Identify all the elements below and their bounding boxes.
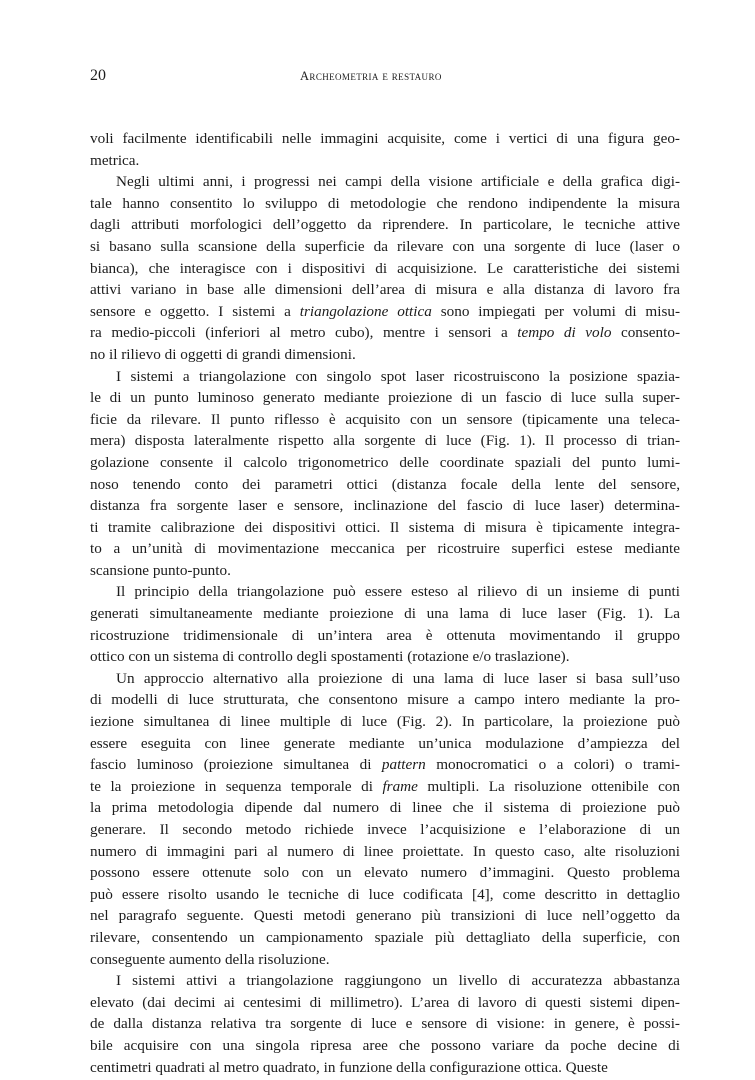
text-line [90, 387, 680, 409]
line-text: Negli ultimi anni, i progressi nei campi della visione artificiale e della grafica digi- [116, 173, 680, 191]
line-text: tale hanno consentito lo sviluppo di metodologie che rendono indipendente la misura [90, 194, 680, 212]
line-text: Il principio della triangolazione può essere esteso al rilievo di un insieme di punti [116, 583, 680, 601]
text-line [90, 430, 680, 452]
paragraph [90, 128, 680, 171]
paragraph [90, 581, 680, 667]
text-line [90, 495, 680, 517]
line-text: to a un’unità di movimentazione meccanica per ricostruire superfici estese mediante [90, 540, 680, 558]
line-text: rilevare, consentendo un campionamento spaziale più dettagliato della superficie, con [90, 928, 680, 946]
text-line [90, 668, 680, 690]
text-line [90, 560, 680, 582]
line-text: le di un punto luminoso generato mediante proiezione di un fascio di luce sulla super- [90, 389, 680, 407]
line-text: numero di immagini pari al numero di linee proiettate. In questo caso, alte risoluzioni [90, 842, 680, 860]
text-line [90, 150, 680, 172]
text-line [90, 474, 680, 496]
line-text: iezione simultanea di linee multiple di luce (Fig. 2). In particolare, la proiezione può [90, 713, 680, 731]
line-text: bile acquisire con una singola ripresa aree che possono variare da poche decine di [90, 1036, 680, 1054]
text-line [90, 819, 680, 841]
line-text: consento- [611, 324, 681, 342]
italic-term: tempo di volo [517, 324, 612, 342]
line-text: golazione consente il calcolo trigonometrico delle coordinate spaziali del punto lumi- [90, 453, 680, 471]
text-line [90, 517, 680, 539]
text-line [90, 409, 680, 431]
line-text: ficie da rilevare. Il punto riflesso è acquisito con un sensore (tipicamente una teleca- [90, 410, 680, 428]
text-line [90, 603, 680, 625]
line-text: generare. Il secondo metodo richiede invece l’acquisizione e l’elaborazione di un [90, 821, 680, 838]
page-header [90, 66, 680, 86]
line-text: mera) disposta lateralmente rispetto alla sorgente di luce (Fig. 1). Il processo di trian- [90, 432, 680, 450]
text-line [90, 797, 680, 819]
line-text: I sistemi attivi a triangolazione raggiungono un livello di accuratezza abbastanza [116, 972, 680, 990]
text-line [90, 236, 680, 258]
text-line [90, 128, 680, 150]
line-text: monocromatici o a colori) o trami- [425, 756, 680, 774]
page-number: 20 [90, 67, 106, 84]
line-text: ti tramite calibrazione dei dispositivi ottici. Il sistema di misura è tipicamente integra- [90, 518, 680, 536]
running-title: Archeometria e restauro [300, 69, 442, 83]
text-line [90, 344, 680, 366]
line-text: metrica. [90, 151, 140, 169]
text-line [90, 905, 680, 927]
text-line [90, 646, 680, 668]
line-text: dagli attributi morfologici dell’oggetto da riprendere. In particolare, le tecniche attive [90, 216, 680, 234]
paragraph [90, 668, 680, 970]
text-line [90, 452, 680, 474]
text-line [90, 258, 680, 280]
line-text: noso tenendo conto dei parametri ottici (distanza focale della lente del sensore, [90, 475, 680, 493]
text-line [90, 1057, 680, 1079]
line-text: distanza fra sorgente laser e sensore, inclinazione del fascio di luce laser) determina- [90, 497, 680, 515]
line-text: scansione punto-punto. [90, 561, 231, 579]
line-text: si basano sulla scansione della superficie da rilevare con una sorgente di luce (laser o [90, 237, 680, 255]
text-line [90, 581, 680, 603]
paragraph [90, 970, 680, 1078]
text-line [90, 193, 680, 215]
text-line [90, 322, 680, 344]
line-text: nel paragrafo seguente. Questi metodi generano più transizioni di luce nell’oggetto da [90, 907, 680, 925]
body-text [90, 128, 680, 1078]
line-text: Un approccio alternativo alla proiezione di una lama di luce laser si basa sull’uso [116, 669, 680, 687]
line-text: ra medio-piccoli (inferiori al metro cubo), mentre i sensori a [90, 324, 518, 342]
text-line [90, 992, 680, 1014]
line-text: te la proiezione in sequenza temporale di [90, 777, 383, 795]
line-text: generati simultaneamente mediante proiezione di una lama di luce laser (Fig. 1). La [90, 605, 680, 623]
text-line [90, 776, 680, 798]
text-line [90, 884, 680, 906]
line-text: sono impiegati per volumi di misu- [431, 302, 681, 320]
text-line [90, 733, 680, 755]
line-text: fascio luminoso (proiezione simultanea di [90, 756, 382, 774]
paragraph [90, 171, 680, 365]
text-line [90, 927, 680, 949]
text-line [90, 754, 680, 776]
text-line [90, 301, 680, 323]
line-text: attivi variano in base alle dimensioni dell’area di misura e alla distanza di lavoro fra [90, 281, 680, 299]
line-text: ottico con un sistema di controllo degli spostamenti (rotazione e/o traslazione). [90, 648, 570, 666]
text-line [90, 538, 680, 560]
text-line [90, 279, 680, 301]
text-line [90, 625, 680, 647]
line-text: de dalla distanza relativa tra sorgente di luce e sensore di visione: in genere, è possi- [90, 1015, 680, 1033]
text-line [90, 949, 680, 971]
line-text: possono essere ottenute solo con un elevato numero d’immagini. Questo problema [90, 864, 680, 882]
italic-term: pattern [381, 756, 426, 774]
line-text: di modelli di luce strutturata, che consentono misure a campo intero mediante la pro- [90, 691, 680, 709]
line-text: elevato (dai decimi ai centesimi di millimetro). L’area di lavoro di questi sistemi dipen- [90, 993, 680, 1011]
line-text: I sistemi a triangolazione con singolo spot laser ricostruiscono la posizione spazia- [116, 367, 680, 385]
line-text: voli facilmente identificabili nelle immagini acquisite, come i vertici di una figura geo- [90, 130, 680, 147]
line-text: può essere risolto usando le tecniche di luce codificata [4], come descritto in dettaglio [90, 885, 680, 903]
text-line [90, 171, 680, 193]
text-line [90, 711, 680, 733]
italic-term: frame [382, 777, 418, 795]
italic-term: triangolazione ottica [299, 302, 432, 320]
text-line [90, 366, 680, 388]
text-line [90, 841, 680, 863]
text-line [90, 689, 680, 711]
text-line [90, 1035, 680, 1057]
text-line [90, 214, 680, 236]
line-text: multipli. La risoluzione ottenibile con [417, 777, 680, 795]
line-text: conseguente aumento della risoluzione. [90, 950, 330, 968]
text-line [90, 862, 680, 884]
line-text: no il rilievo di oggetti di grandi dimensioni. [90, 345, 356, 363]
line-text: la prima metodologia dipende dal numero di linee che il sistema di proiezione può [90, 799, 680, 817]
line-text: essere eseguita con linee generate mediante un’unica modulazione d’ampiezza del [90, 734, 680, 752]
text-line [90, 1013, 680, 1035]
line-text: centimetri quadrati al metro quadrato, in funzione della configurazione ottica. Queste [90, 1058, 608, 1076]
line-text: sensore e oggetto. I sistemi a [90, 302, 300, 320]
line-text: bianca), che interagisce con i dispositivi di acquisizione. Le caratteristiche dei sistemi [90, 259, 680, 277]
paragraph [90, 366, 680, 582]
text-line [90, 970, 680, 992]
line-text: ricostruzione tridimensionale di un’intera area è ottenuta movimentando il gruppo [90, 626, 680, 644]
